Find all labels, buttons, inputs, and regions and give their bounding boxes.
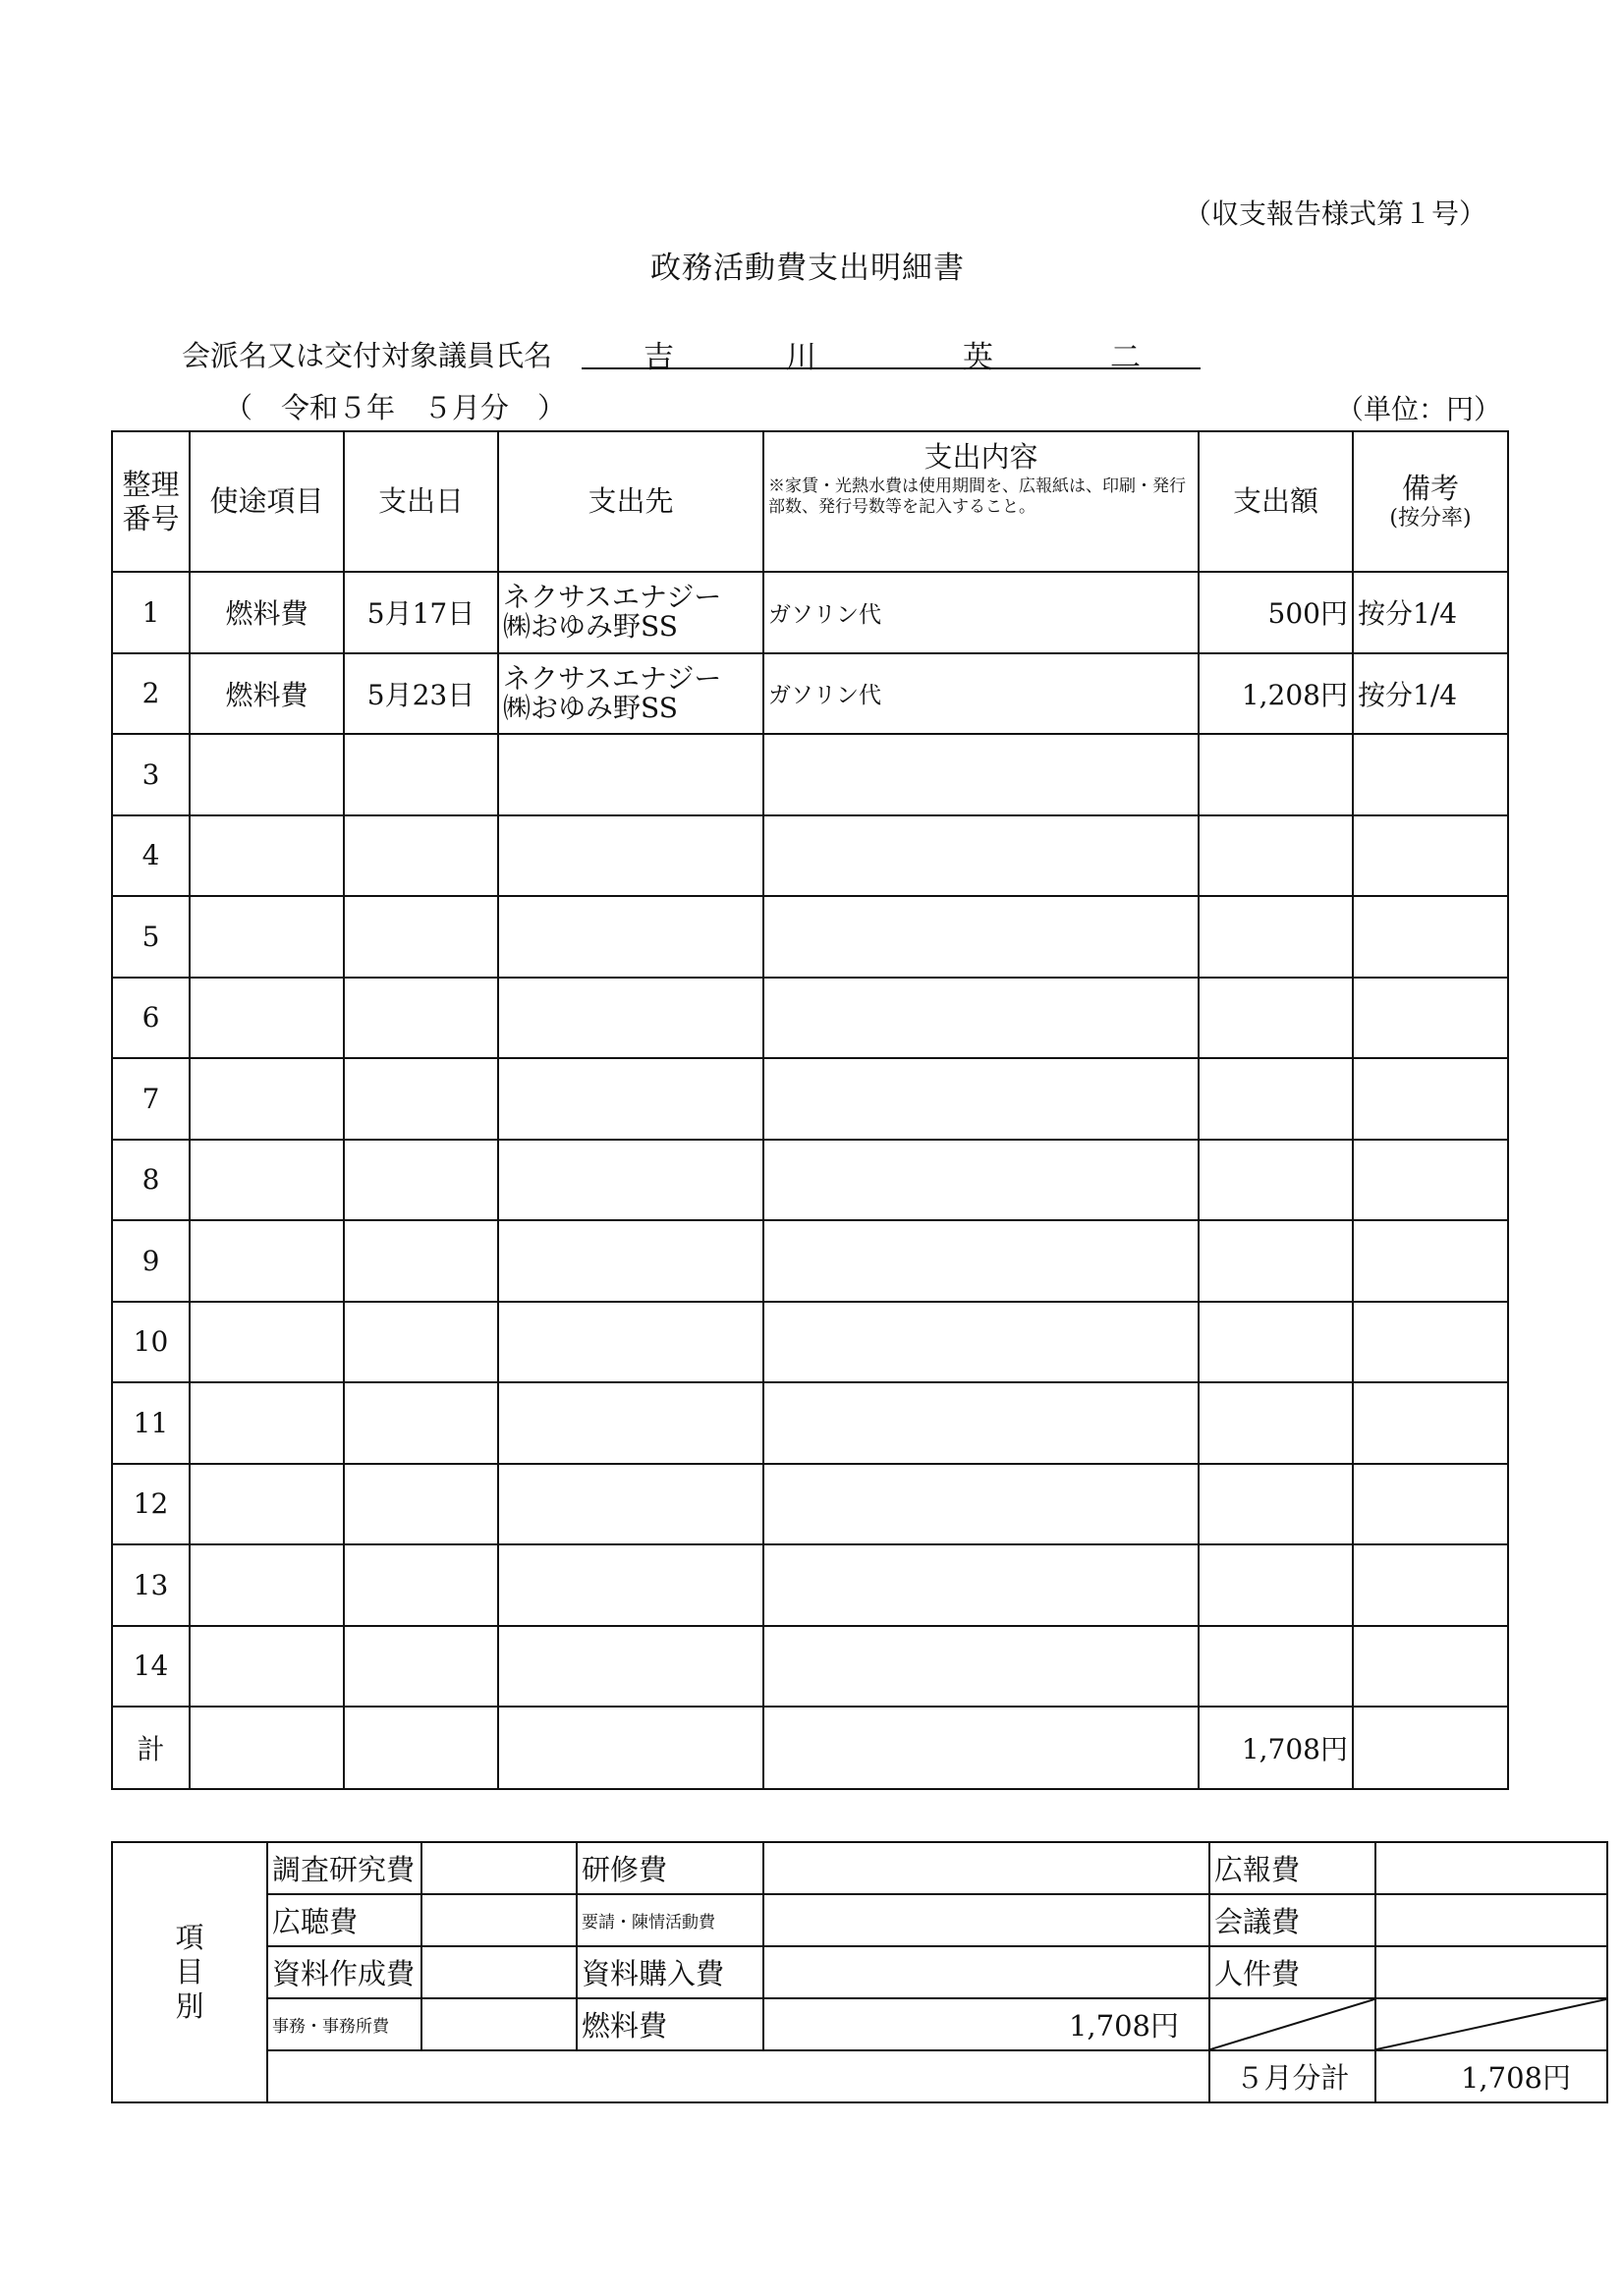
- row-category: [190, 1140, 344, 1221]
- row-amount: [1199, 815, 1353, 897]
- total-empty-cell: [763, 1707, 1199, 1789]
- header-number: 整理 番号: [112, 431, 190, 572]
- total-row: [112, 1707, 1508, 1789]
- row-category: [190, 1464, 344, 1545]
- row-category: [190, 1626, 344, 1708]
- member-label: 会派名又は交付対象議員氏名: [182, 339, 553, 372]
- row-number: 8: [112, 1140, 190, 1221]
- row-content: [763, 1058, 1199, 1140]
- row-remarks: [1353, 1302, 1508, 1383]
- row-payee: [498, 1302, 763, 1383]
- row-payee: [498, 1464, 763, 1545]
- row-payee: [498, 896, 763, 978]
- member-name-underline: [582, 367, 1201, 369]
- row-category: 燃料費: [190, 572, 344, 653]
- member-name-char: 吉: [644, 340, 674, 375]
- row-content: [763, 815, 1199, 897]
- report-period: （ 令和５年 ５月分 ）: [224, 391, 567, 424]
- table-row: [112, 1302, 1508, 1383]
- blank-diagonal-cell: [1375, 1998, 1607, 2050]
- table-row: [112, 978, 1508, 1059]
- total-empty-cell: [498, 1707, 763, 1789]
- summary-item-value: [1375, 1842, 1607, 1894]
- row-remarks: [1353, 1544, 1508, 1626]
- summary-item-value: [1375, 1946, 1607, 1998]
- row-date: [344, 896, 498, 978]
- row-amount: [1199, 896, 1353, 978]
- row-remarks: [1353, 1626, 1508, 1708]
- row-remarks: [1353, 815, 1508, 897]
- row-number: 13: [112, 1544, 190, 1626]
- summary-label: 項 目 別: [112, 1842, 267, 2102]
- summary-item-label: 要請・陳情活動費: [577, 1894, 763, 1946]
- unit-label: （単位：円）: [1336, 393, 1502, 425]
- row-number: 9: [112, 1220, 190, 1302]
- summary-item-label: 燃料費: [577, 1998, 763, 2050]
- row-amount: [1199, 978, 1353, 1059]
- table-header: [112, 431, 1508, 572]
- summary-item-label: 研修費: [577, 1842, 763, 1894]
- month-total-label: ５月分計: [1209, 2050, 1375, 2102]
- row-remarks: [1353, 1382, 1508, 1464]
- row-number: 12: [112, 1464, 190, 1545]
- row-date: [344, 1626, 498, 1708]
- total-empty-cell: [344, 1707, 498, 1789]
- row-amount: [1199, 1220, 1353, 1302]
- row-remarks: [1353, 1220, 1508, 1302]
- row-date: [344, 815, 498, 897]
- summary-item-label: 事務・事務所費: [267, 1998, 421, 2050]
- row-number: 14: [112, 1626, 190, 1708]
- table-row: [112, 572, 1508, 653]
- header-remarks: 備考 (按分率): [1353, 431, 1508, 572]
- page-title: 政務活動費支出明細書: [650, 251, 965, 286]
- row-content: ガソリン代: [763, 572, 1199, 653]
- summary-item-label: 資料作成費: [267, 1946, 421, 1998]
- row-number: 7: [112, 1058, 190, 1140]
- row-number: 5: [112, 896, 190, 978]
- row-category: [190, 1220, 344, 1302]
- row-payee: [498, 1058, 763, 1140]
- row-remarks: [1353, 978, 1508, 1059]
- row-content: [763, 978, 1199, 1059]
- table-row: [112, 815, 1508, 897]
- summary-item-label: 資料購入費: [577, 1946, 763, 1998]
- row-category: [190, 978, 344, 1059]
- row-remarks: [1353, 1058, 1508, 1140]
- summary-item-value: [421, 1842, 577, 1894]
- row-amount: [1199, 1140, 1353, 1221]
- content-note: ※家賃・光熱水費は使用期間を、広報紙は、印刷・発行部数、発行号数等を記入すること。: [768, 476, 1186, 518]
- row-remarks: 按分1/4: [1353, 572, 1508, 653]
- row-amount: 500円: [1199, 572, 1353, 653]
- table-row: [112, 1220, 1508, 1302]
- row-payee: [498, 815, 763, 897]
- row-payee: [498, 978, 763, 1059]
- summary-item-value: [763, 1946, 1209, 1998]
- row-content: [763, 1626, 1199, 1708]
- table-row: [112, 1464, 1508, 1545]
- row-number: 4: [112, 815, 190, 897]
- row-content: ガソリン代: [763, 653, 1199, 735]
- row-content: [763, 1220, 1199, 1302]
- row-date: 5月17日: [344, 572, 498, 653]
- summary-item-value: [421, 1998, 577, 2050]
- row-category: [190, 1058, 344, 1140]
- row-category: 燃料費: [190, 653, 344, 735]
- total-empty-cell: [1353, 1707, 1508, 1789]
- row-date: [344, 1058, 498, 1140]
- header-date: 支出日: [344, 431, 498, 572]
- row-date: [344, 978, 498, 1059]
- row-category: [190, 734, 344, 815]
- row-date: [344, 1382, 498, 1464]
- row-amount: 1,208円: [1199, 653, 1353, 735]
- row-payee: [498, 1140, 763, 1221]
- row-category: [190, 1544, 344, 1626]
- category-summary-table: [111, 1841, 1608, 2103]
- form-number: （収支報告様式第１号）: [1184, 197, 1487, 230]
- member-name-char: 二: [1110, 340, 1141, 375]
- row-number: 2: [112, 653, 190, 735]
- row-payee: ネクサスエナジー ㈱おゆみ野SS: [498, 572, 763, 653]
- header-content: 支出内容 ※家賃・光熱水費は使用期間を、広報紙は、印刷・発行部数、発行号数等を記入すること。: [763, 431, 1199, 572]
- header-amount: 支出額: [1199, 431, 1353, 572]
- row-payee: [498, 734, 763, 815]
- row-content: [763, 1140, 1199, 1221]
- row-category: [190, 1382, 344, 1464]
- summary-item-label: 調査研究費: [267, 1842, 421, 1894]
- row-payee: [498, 1544, 763, 1626]
- row-content: [763, 1464, 1199, 1545]
- table-row: [112, 1382, 1508, 1464]
- row-content: [763, 1544, 1199, 1626]
- table-row: [112, 1544, 1508, 1626]
- month-total-value: 1,708円: [1375, 2050, 1607, 2102]
- row-number: 3: [112, 734, 190, 815]
- total-label: 計: [112, 1707, 190, 1789]
- row-number: 6: [112, 978, 190, 1059]
- table-row: [112, 1140, 1508, 1221]
- row-category: [190, 815, 344, 897]
- summary-item-label: 広報費: [1209, 1842, 1375, 1894]
- table-row: [112, 653, 1508, 735]
- row-payee: [498, 1220, 763, 1302]
- summary-item-label: 広聴費: [267, 1894, 421, 1946]
- summary-item-value: 1,708円: [763, 1998, 1209, 2050]
- row-date: [344, 1302, 498, 1383]
- row-amount: [1199, 1302, 1353, 1383]
- row-date: [344, 1464, 498, 1545]
- row-category: [190, 896, 344, 978]
- table-row: [112, 1058, 1508, 1140]
- summary-blank-area: [267, 2050, 1209, 2102]
- row-remarks: [1353, 896, 1508, 978]
- table-row: [112, 734, 1508, 815]
- row-remarks: [1353, 1464, 1508, 1545]
- row-payee: ネクサスエナジー ㈱おゆみ野SS: [498, 653, 763, 735]
- summary-item-label: 人件費: [1209, 1946, 1375, 1998]
- row-date: [344, 734, 498, 815]
- row-date: [344, 1140, 498, 1221]
- row-amount: [1199, 1382, 1353, 1464]
- row-amount: [1199, 1464, 1353, 1545]
- summary-item-value: [421, 1894, 577, 1946]
- row-payee: [498, 1626, 763, 1708]
- row-amount: [1199, 1626, 1353, 1708]
- row-date: [344, 1544, 498, 1626]
- header-payee: 支出先: [498, 431, 763, 572]
- member-name-char: 川: [786, 340, 816, 375]
- row-content: [763, 1302, 1199, 1383]
- row-payee: [498, 1382, 763, 1464]
- row-remarks: [1353, 734, 1508, 815]
- row-category: [190, 1302, 344, 1383]
- row-date: 5月23日: [344, 653, 498, 735]
- summary-item-value: [1375, 1894, 1607, 1946]
- row-content: [763, 896, 1199, 978]
- header-category: 使途項目: [190, 431, 344, 572]
- row-number: 11: [112, 1382, 190, 1464]
- summary-item-label: 会議費: [1209, 1894, 1375, 1946]
- row-content: [763, 1382, 1199, 1464]
- table-row: [112, 1626, 1508, 1708]
- member-name-char: 英: [963, 340, 993, 375]
- row-amount: [1199, 1544, 1353, 1626]
- total-empty-cell: [190, 1707, 344, 1789]
- row-date: [344, 1220, 498, 1302]
- blank-diagonal-cell: [1209, 1998, 1375, 2050]
- total-amount: 1,708円: [1199, 1707, 1353, 1789]
- summary-item-value: [763, 1894, 1209, 1946]
- row-number: 10: [112, 1302, 190, 1383]
- row-remarks: 按分1/4: [1353, 653, 1508, 735]
- table-row: [112, 896, 1508, 978]
- row-remarks: [1353, 1140, 1508, 1221]
- summary-item-value: [763, 1842, 1209, 1894]
- row-amount: [1199, 1058, 1353, 1140]
- row-amount: [1199, 734, 1353, 815]
- row-content: [763, 734, 1199, 815]
- expense-table: [111, 430, 1509, 1790]
- row-number: 1: [112, 572, 190, 653]
- summary-item-value: [421, 1946, 577, 1998]
